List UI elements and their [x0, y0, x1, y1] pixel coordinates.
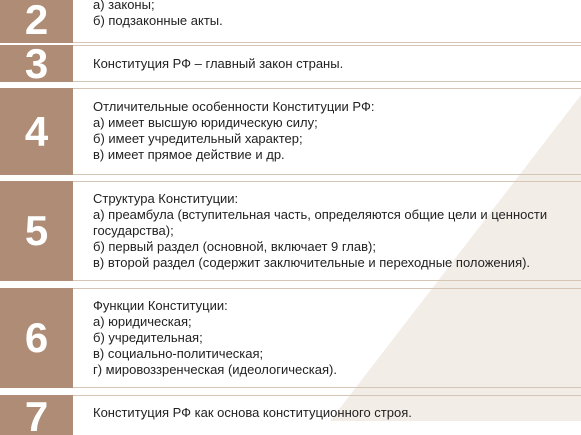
item-number-block	[0, 45, 73, 82]
item-text	[93, 56, 573, 72]
text-line: в) второй раздел (содержит заключительные и переходные положения).	[93, 255, 531, 270]
item-number: 7	[24, 395, 49, 435]
text-line: б) имеет учредительный характер;	[93, 131, 303, 146]
text-line: а) юридическая;	[93, 314, 192, 329]
item-number-block	[0, 88, 73, 175]
item-number: 5	[24, 207, 49, 254]
list-item	[0, 288, 581, 388]
divider	[73, 42, 581, 43]
divider	[73, 181, 581, 182]
item-number: 3	[24, 45, 49, 82]
text-line: Функции Конституции:	[93, 298, 228, 313]
text-line: Структура Конституции:	[93, 191, 239, 206]
text-line: а) законы;	[93, 0, 155, 12]
divider	[73, 174, 581, 175]
list-item	[0, 181, 581, 281]
text-line: б) первый раздел (основной, включает 9 глав);	[93, 239, 376, 254]
divider	[73, 81, 581, 82]
divider	[73, 387, 581, 388]
item-text	[93, 99, 573, 163]
divider	[73, 45, 581, 46]
text-line: Конституция РФ – главный закон страны.	[93, 56, 344, 71]
divider	[73, 395, 581, 396]
item-number: 4	[24, 107, 49, 155]
item-number-block	[0, 0, 73, 43]
item-text	[93, 405, 573, 421]
text-line: г) мировоззренческая (идеологическая).	[93, 362, 337, 377]
divider	[73, 88, 581, 89]
item-text	[93, 298, 573, 378]
item-text	[93, 0, 573, 29]
item-number-block	[0, 395, 73, 435]
item-number: 6	[24, 314, 49, 361]
text-line: в) имеет прямое действие и др.	[93, 147, 285, 162]
divider	[73, 280, 581, 281]
text-line: б) подзаконные акты.	[93, 13, 223, 28]
text-line: а) преамбула (вступительная часть, определяются общие цели и ценности государства);	[93, 207, 548, 238]
item-number-block	[0, 181, 73, 281]
text-line: б) учредительная;	[93, 330, 203, 345]
list-item	[0, 395, 581, 435]
text-line: а) имеет высшую юридическую силу;	[93, 115, 318, 130]
list-item	[0, 45, 581, 82]
item-number: 2	[24, 0, 49, 43]
item-number-block	[0, 288, 73, 388]
text-line: Конституция РФ как основа конституционного строя.	[93, 405, 412, 420]
item-text	[93, 191, 561, 271]
divider	[73, 288, 581, 289]
list-item	[0, 0, 581, 43]
text-line: Отличительные особенности Конституции РФ:	[93, 99, 375, 114]
text-line: в) социально-политическая;	[93, 346, 264, 361]
list-item	[0, 88, 581, 175]
